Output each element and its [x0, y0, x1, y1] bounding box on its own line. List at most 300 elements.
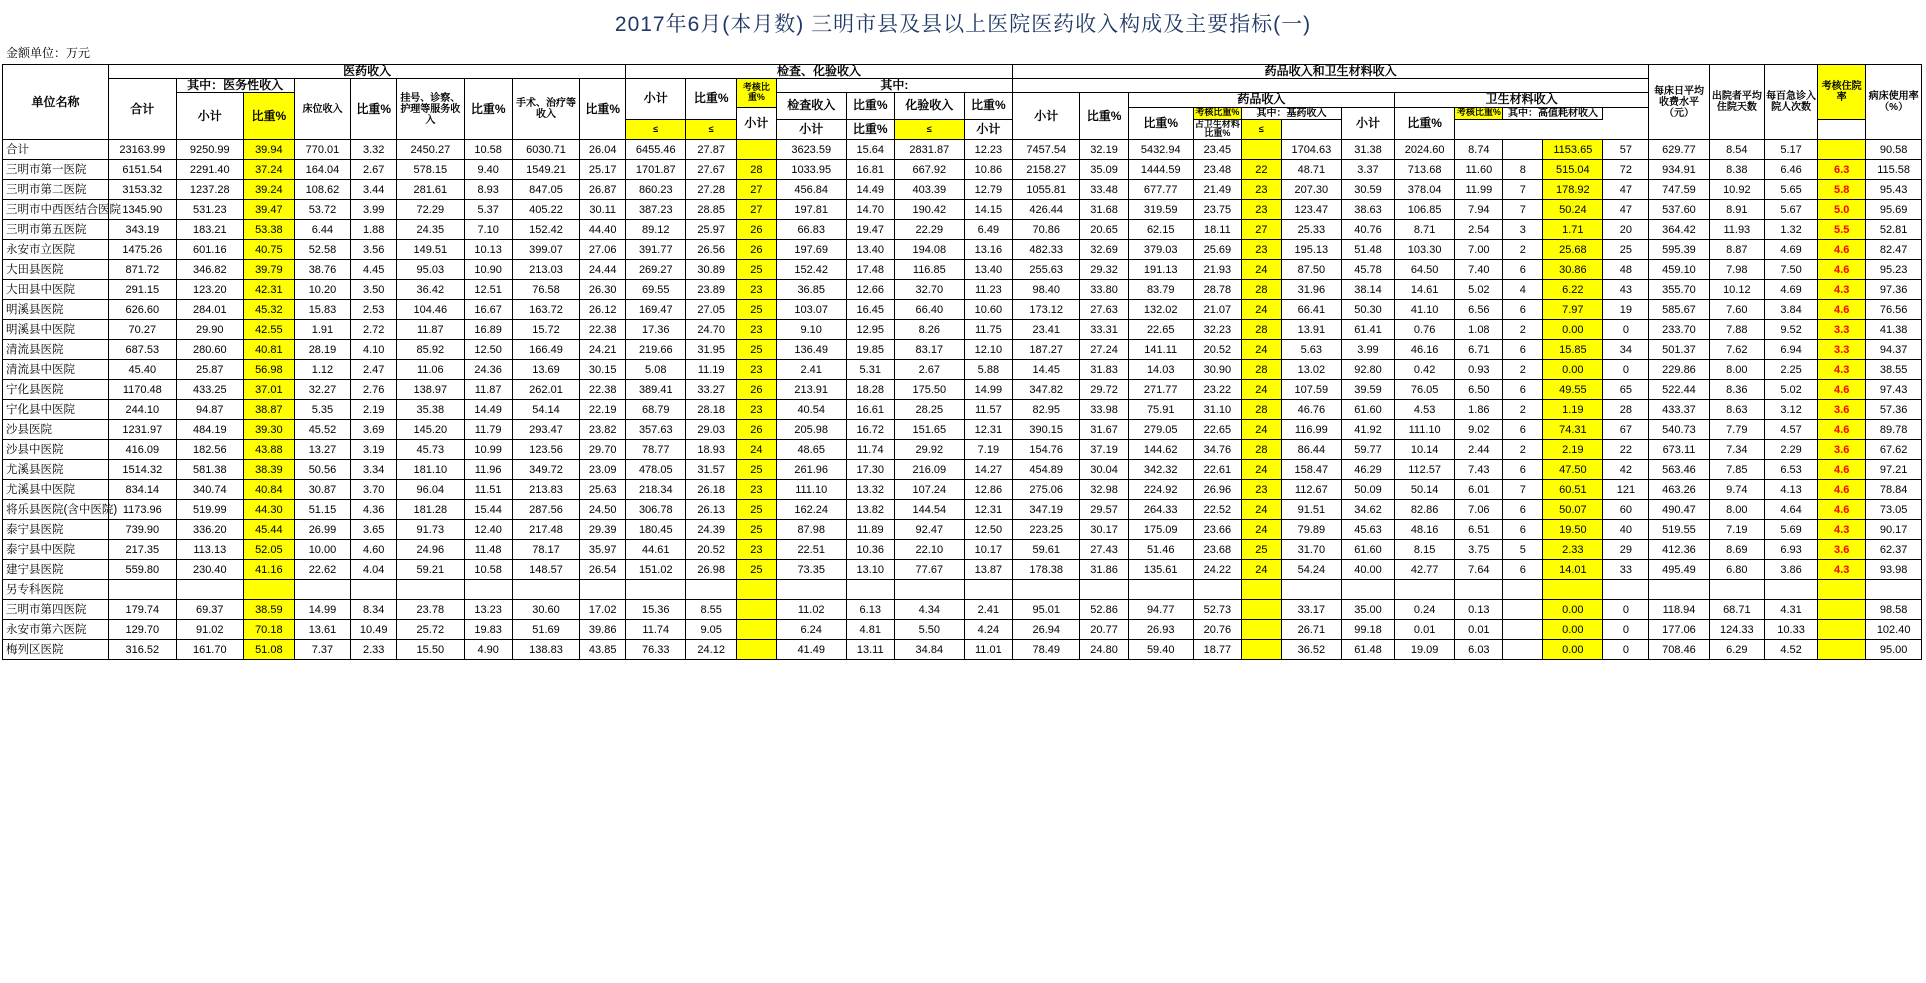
th-drug-material-sub	[1012, 79, 1648, 93]
cell-r22-c13	[846, 580, 894, 600]
cell-r20-c30: 6.93	[1765, 540, 1818, 560]
cell-r8-c18: 132.02	[1128, 300, 1193, 320]
cell-r17-c0: 834.14	[109, 480, 176, 500]
cell-r14-c28: 540.73	[1649, 420, 1709, 440]
cell-r9-c17: 33.31	[1080, 320, 1128, 340]
cell-r18-c1: 519.99	[176, 500, 243, 520]
cell-r10-c13: 19.85	[846, 340, 894, 360]
cell-r16-c15: 14.27	[964, 460, 1012, 480]
cell-r12-c23: 76.05	[1395, 380, 1455, 400]
cell-r10-c19: 20.52	[1193, 340, 1241, 360]
cell-r15-c2: 43.88	[244, 440, 295, 460]
cell-r20-c3: 10.00	[294, 540, 351, 560]
cell-r17-c32: 78.84	[1866, 480, 1922, 500]
cell-r10-c21: 5.63	[1281, 340, 1341, 360]
cell-r2-c27: 47	[1603, 180, 1649, 200]
cell-r22-c3	[294, 580, 351, 600]
cell-r9-c10: 24.70	[686, 320, 737, 340]
cell-r4-c29: 11.93	[1709, 220, 1764, 240]
cell-r25-c31	[1818, 640, 1866, 660]
cell-r21-c26: 14.01	[1543, 560, 1603, 580]
cell-r21-c23: 42.77	[1395, 560, 1455, 580]
cell-r16-c31: 4.6	[1818, 460, 1866, 480]
cell-r1-c14: 667.92	[894, 160, 964, 180]
cell-r16-c14: 216.09	[894, 460, 964, 480]
cell-r12-c10: 33.27	[686, 380, 737, 400]
cell-r13-c21: 46.76	[1281, 400, 1341, 420]
cell-r22-c31	[1818, 580, 1866, 600]
cell-r2-c9: 860.23	[626, 180, 686, 200]
cell-r11-c9: 5.08	[626, 360, 686, 380]
cell-r4-c0: 343.19	[109, 220, 176, 240]
cell-r25-c13: 13.11	[846, 640, 894, 660]
cell-r17-c8: 25.63	[580, 480, 626, 500]
cell-r2-c15: 12.79	[964, 180, 1012, 200]
cell-r23-c17: 52.86	[1080, 600, 1128, 620]
cell-r0-c0: 23163.99	[109, 140, 176, 160]
cell-r18-c16: 347.19	[1012, 500, 1079, 520]
cell-r4-c3: 6.44	[294, 220, 351, 240]
cell-r21-c13: 13.10	[846, 560, 894, 580]
cell-r10-c2: 40.81	[244, 340, 295, 360]
cell-r18-c15: 12.31	[964, 500, 1012, 520]
cell-r21-c12: 73.35	[776, 560, 846, 580]
cell-r5-c8: 27.06	[580, 240, 626, 260]
th-exam-ratio: 比重%	[686, 79, 737, 119]
cell-r19-c12: 87.98	[776, 520, 846, 540]
cell-r6-c4: 4.45	[351, 260, 397, 280]
cell-r13-c17: 33.98	[1080, 400, 1128, 420]
cell-r22-c2	[244, 580, 295, 600]
cell-r10-c7: 166.49	[512, 340, 579, 360]
cell-r1-c23: 713.68	[1395, 160, 1455, 180]
cell-r10-c22: 3.99	[1341, 340, 1394, 360]
th-material-subtotal: 小计	[1341, 107, 1394, 140]
cell-r21-c14: 77.67	[894, 560, 964, 580]
cell-r19-c22: 45.63	[1341, 520, 1394, 540]
cell-r9-c23: 0.76	[1395, 320, 1455, 340]
cell-r24-c3: 13.61	[294, 620, 351, 640]
cell-r10-c11: 25	[737, 340, 777, 360]
cell-r7-c32: 97.36	[1866, 280, 1922, 300]
th-dm-ratio: 比重%	[1080, 93, 1128, 140]
cell-r1-c18: 1444.59	[1128, 160, 1193, 180]
cell-r1-c26: 515.04	[1543, 160, 1603, 180]
cell-r16-c24: 7.43	[1455, 460, 1503, 480]
cell-r25-c2: 51.08	[244, 640, 295, 660]
cell-r18-c0: 1173.96	[109, 500, 176, 520]
cell-r1-c25: 8	[1503, 160, 1543, 180]
cell-r7-c16: 98.40	[1012, 280, 1079, 300]
cell-r11-c28: 229.86	[1649, 360, 1709, 380]
cell-r14-c8: 23.82	[580, 420, 626, 440]
cell-r1-c24: 11.60	[1455, 160, 1503, 180]
cell-r1-c19: 23.48	[1193, 160, 1241, 180]
cell-r10-c32: 94.37	[1866, 340, 1922, 360]
row-unit-name: 泰宁县中医院	[3, 540, 109, 560]
th-drug-ratio: 比重%	[1128, 107, 1193, 140]
cell-r8-c29: 7.60	[1709, 300, 1764, 320]
cell-r17-c27: 121	[1603, 480, 1649, 500]
cell-r16-c3: 50.56	[294, 460, 351, 480]
cell-r20-c12: 22.51	[776, 540, 846, 560]
cell-r10-c26: 15.85	[1543, 340, 1603, 360]
cell-r5-c24: 7.00	[1455, 240, 1503, 260]
cell-r2-c2: 39.24	[244, 180, 295, 200]
cell-r13-c10: 28.18	[686, 400, 737, 420]
cell-r23-c15: 2.41	[964, 600, 1012, 620]
cell-r13-c13: 16.61	[846, 400, 894, 420]
th-basic-drug-ratio: 比重%	[846, 119, 894, 140]
th-drug-subtotal: 小计	[737, 107, 777, 140]
th-surgery-ratio: 比重%	[580, 79, 626, 140]
cell-r11-c2: 56.98	[244, 360, 295, 380]
cell-r0-c28: 629.77	[1649, 140, 1709, 160]
cell-r9-c5: 11.87	[397, 320, 464, 340]
cell-r24-c32: 102.40	[1866, 620, 1922, 640]
cell-r20-c22: 61.60	[1341, 540, 1394, 560]
cell-r21-c3: 22.62	[294, 560, 351, 580]
cell-r2-c18: 677.77	[1128, 180, 1193, 200]
cell-r18-c8: 24.50	[580, 500, 626, 520]
cell-r23-c19: 52.73	[1193, 600, 1241, 620]
table-row	[3, 380, 1922, 400]
cell-r0-c29: 8.54	[1709, 140, 1764, 160]
cell-r25-c30: 4.52	[1765, 640, 1818, 660]
cell-r3-c23: 106.85	[1395, 200, 1455, 220]
row-unit-name: 建宁县医院	[3, 560, 109, 580]
table-row	[3, 260, 1922, 280]
table-row	[3, 500, 1922, 520]
cell-r9-c2: 42.55	[244, 320, 295, 340]
th-basic-drug-subtotal: 小计	[776, 119, 846, 140]
cell-r5-c21: 195.13	[1281, 240, 1341, 260]
cell-r3-c9: 387.23	[626, 200, 686, 220]
cell-r17-c15: 12.86	[964, 480, 1012, 500]
cell-r14-c11: 26	[737, 420, 777, 440]
cell-r6-c31: 4.6	[1818, 260, 1866, 280]
cell-r22-c0	[109, 580, 176, 600]
cell-r20-c21: 31.70	[1281, 540, 1341, 560]
cell-r23-c3: 14.99	[294, 600, 351, 620]
cell-r3-c6: 5.37	[464, 200, 512, 220]
cell-r17-c11: 23	[737, 480, 777, 500]
row-unit-name: 大田县医院	[3, 260, 109, 280]
cell-r1-c9: 1701.87	[626, 160, 686, 180]
cell-r3-c28: 537.60	[1649, 200, 1709, 220]
cell-r12-c28: 522.44	[1649, 380, 1709, 400]
cell-r6-c7: 213.03	[512, 260, 579, 280]
cell-r7-c17: 33.80	[1080, 280, 1128, 300]
cell-r13-c5: 35.38	[397, 400, 464, 420]
cell-r10-c16: 187.27	[1012, 340, 1079, 360]
cell-r10-c5: 85.92	[397, 340, 464, 360]
cell-r12-c32: 97.43	[1866, 380, 1922, 400]
th-unit-name: 单位名称	[3, 65, 109, 140]
cell-r7-c2: 42.31	[244, 280, 295, 300]
cell-r20-c1: 113.13	[176, 540, 243, 560]
cell-r23-c24: 0.13	[1455, 600, 1503, 620]
cell-r9-c11: 23	[737, 320, 777, 340]
cell-r20-c2: 52.05	[244, 540, 295, 560]
cell-r6-c24: 7.40	[1455, 260, 1503, 280]
cell-r1-c11: 28	[737, 160, 777, 180]
cell-r21-c20: 24	[1241, 560, 1281, 580]
cell-r17-c20: 23	[1241, 480, 1281, 500]
cell-r16-c7: 349.72	[512, 460, 579, 480]
cell-r14-c2: 39.30	[244, 420, 295, 440]
cell-r25-c0: 316.52	[109, 640, 176, 660]
cell-r14-c21: 116.99	[1281, 420, 1341, 440]
table-row	[3, 600, 1922, 620]
cell-r11-c11: 23	[737, 360, 777, 380]
th-exam-assess-le: ≤	[626, 119, 686, 140]
cell-r15-c26: 2.19	[1543, 440, 1603, 460]
cell-r10-c23: 46.16	[1395, 340, 1455, 360]
cell-r3-c30: 5.67	[1765, 200, 1818, 220]
cell-r17-c19: 26.96	[1193, 480, 1241, 500]
cell-r8-c21: 66.41	[1281, 300, 1341, 320]
cell-r17-c13: 13.32	[846, 480, 894, 500]
cell-r12-c5: 138.97	[397, 380, 464, 400]
cell-r17-c18: 224.92	[1128, 480, 1193, 500]
cell-r11-c21: 13.02	[1281, 360, 1341, 380]
cell-r0-c8: 26.04	[580, 140, 626, 160]
cell-r19-c21: 79.89	[1281, 520, 1341, 540]
cell-r20-c26: 2.33	[1543, 540, 1603, 560]
th-assess-hosp-rate: 考核住院率	[1818, 65, 1866, 120]
cell-r11-c10: 11.19	[686, 360, 737, 380]
th-exam-test-group: 检查、化验收入	[626, 65, 1013, 79]
cell-r9-c8: 22.38	[580, 320, 626, 340]
cell-r18-c31: 4.6	[1818, 500, 1866, 520]
cell-r11-c25: 2	[1503, 360, 1543, 380]
cell-r5-c19: 25.69	[1193, 240, 1241, 260]
cell-r1-c10: 27.67	[686, 160, 737, 180]
cell-r16-c1: 581.38	[176, 460, 243, 480]
cell-r7-c23: 14.61	[1395, 280, 1455, 300]
cell-r24-c9: 11.74	[626, 620, 686, 640]
cell-r0-c19: 23.45	[1193, 140, 1241, 160]
cell-r6-c16: 255.63	[1012, 260, 1079, 280]
cell-r2-c12: 456.84	[776, 180, 846, 200]
cell-r4-c1: 183.21	[176, 220, 243, 240]
cell-r14-c9: 357.63	[626, 420, 686, 440]
cell-r20-c15: 10.17	[964, 540, 1012, 560]
cell-r23-c12: 11.02	[776, 600, 846, 620]
cell-r19-c16: 223.25	[1012, 520, 1079, 540]
cell-r10-c28: 501.37	[1649, 340, 1709, 360]
cell-r16-c4: 3.34	[351, 460, 397, 480]
cell-r1-c20: 22	[1241, 160, 1281, 180]
cell-r12-c1: 433.25	[176, 380, 243, 400]
cell-r11-c0: 45.40	[109, 360, 176, 380]
row-unit-name: 清流县中医院	[3, 360, 109, 380]
cell-r16-c21: 158.47	[1281, 460, 1341, 480]
cell-r19-c27: 40	[1603, 520, 1649, 540]
cell-r15-c32: 67.62	[1866, 440, 1922, 460]
cell-r17-c6: 11.51	[464, 480, 512, 500]
cell-r9-c1: 29.90	[176, 320, 243, 340]
cell-r0-c23: 2024.60	[1395, 140, 1455, 160]
cell-r24-c11	[737, 620, 777, 640]
cell-r3-c22: 38.63	[1341, 200, 1394, 220]
cell-r13-c1: 94.87	[176, 400, 243, 420]
cell-r1-c12: 1033.95	[776, 160, 846, 180]
cell-r16-c2: 38.39	[244, 460, 295, 480]
cell-r19-c5: 91.73	[397, 520, 464, 540]
cell-r17-c22: 50.09	[1341, 480, 1394, 500]
cell-r8-c0: 626.60	[109, 300, 176, 320]
cell-r9-c28: 233.70	[1649, 320, 1709, 340]
cell-r3-c27: 47	[1603, 200, 1649, 220]
table-row	[3, 420, 1922, 440]
cell-r21-c31: 4.3	[1818, 560, 1866, 580]
cell-r2-c11: 27	[737, 180, 777, 200]
cell-r3-c8: 30.11	[580, 200, 626, 220]
cell-r18-c32: 73.05	[1866, 500, 1922, 520]
table-row	[3, 200, 1922, 220]
cell-r14-c25: 6	[1503, 420, 1543, 440]
table-row	[3, 460, 1922, 480]
cell-r9-c12: 9.10	[776, 320, 846, 340]
cell-r9-c25: 2	[1503, 320, 1543, 340]
cell-r22-c23	[1395, 580, 1455, 600]
cell-r18-c24: 7.06	[1455, 500, 1503, 520]
cell-r3-c11: 27	[737, 200, 777, 220]
cell-r22-c18	[1128, 580, 1193, 600]
cell-r22-c6	[464, 580, 512, 600]
cell-r9-c19: 32.23	[1193, 320, 1241, 340]
cell-r21-c25: 6	[1503, 560, 1543, 580]
cell-r20-c28: 412.36	[1649, 540, 1709, 560]
cell-r22-c9	[626, 580, 686, 600]
cell-r6-c6: 10.90	[464, 260, 512, 280]
table-row	[3, 220, 1922, 240]
cell-r23-c27: 0	[1603, 600, 1649, 620]
cell-r19-c29: 7.19	[1709, 520, 1764, 540]
cell-r6-c2: 39.79	[244, 260, 295, 280]
cell-r17-c3: 30.87	[294, 480, 351, 500]
cell-r17-c17: 32.98	[1080, 480, 1128, 500]
cell-r8-c17: 27.63	[1080, 300, 1128, 320]
cell-r2-c29: 10.92	[1709, 180, 1764, 200]
cell-r24-c0: 129.70	[109, 620, 176, 640]
cell-r4-c13: 19.47	[846, 220, 894, 240]
cell-r7-c22: 38.14	[1341, 280, 1394, 300]
cell-r2-c22: 30.59	[1341, 180, 1394, 200]
row-unit-name: 宁化县医院	[3, 380, 109, 400]
cell-r23-c31	[1818, 600, 1866, 620]
cell-r5-c11: 26	[737, 240, 777, 260]
cell-r12-c20: 24	[1241, 380, 1281, 400]
cell-r4-c31: 5.5	[1818, 220, 1866, 240]
cell-r15-c29: 7.34	[1709, 440, 1764, 460]
cell-r14-c0: 1231.97	[109, 420, 176, 440]
cell-r22-c22	[1341, 580, 1394, 600]
cell-r4-c5: 24.35	[397, 220, 464, 240]
cell-r24-c23: 0.01	[1395, 620, 1455, 640]
cell-r0-c20	[1241, 140, 1281, 160]
cell-r6-c19: 21.93	[1193, 260, 1241, 280]
cell-r5-c26: 25.68	[1543, 240, 1603, 260]
cell-r12-c14: 175.50	[894, 380, 964, 400]
cell-r21-c18: 135.61	[1128, 560, 1193, 580]
cell-r2-c7: 847.05	[512, 180, 579, 200]
cell-r20-c32: 62.37	[1866, 540, 1922, 560]
cell-r5-c29: 8.87	[1709, 240, 1764, 260]
cell-r3-c21: 123.47	[1281, 200, 1341, 220]
cell-r22-c28	[1649, 580, 1709, 600]
cell-r23-c11	[737, 600, 777, 620]
cell-r10-c25: 6	[1503, 340, 1543, 360]
cell-r22-c25	[1503, 580, 1543, 600]
cell-r21-c15: 13.87	[964, 560, 1012, 580]
cell-r9-c16: 23.41	[1012, 320, 1079, 340]
cell-r0-c26: 1153.65	[1543, 140, 1603, 160]
cell-r15-c4: 3.19	[351, 440, 397, 460]
cell-r20-c13: 10.36	[846, 540, 894, 560]
cell-r24-c13: 4.81	[846, 620, 894, 640]
cell-r7-c9: 69.55	[626, 280, 686, 300]
cell-r20-c5: 24.96	[397, 540, 464, 560]
cell-r11-c5: 11.06	[397, 360, 464, 380]
cell-r0-c6: 10.58	[464, 140, 512, 160]
cell-r5-c9: 391.77	[626, 240, 686, 260]
cell-r4-c11: 26	[737, 220, 777, 240]
cell-r15-c11: 24	[737, 440, 777, 460]
cell-r13-c27: 28	[1603, 400, 1649, 420]
cell-r10-c27: 34	[1603, 340, 1649, 360]
cell-r11-c31: 4.3	[1818, 360, 1866, 380]
cell-r25-c8: 43.85	[580, 640, 626, 660]
cell-r7-c14: 32.70	[894, 280, 964, 300]
cell-r22-c8	[580, 580, 626, 600]
cell-r7-c13: 12.66	[846, 280, 894, 300]
cell-r23-c2: 38.59	[244, 600, 295, 620]
cell-r11-c12: 2.41	[776, 360, 846, 380]
cell-r6-c29: 7.98	[1709, 260, 1764, 280]
cell-r12-c4: 2.76	[351, 380, 397, 400]
row-unit-name: 明溪县医院	[3, 300, 109, 320]
cell-r5-c17: 32.69	[1080, 240, 1128, 260]
cell-r12-c31: 4.6	[1818, 380, 1866, 400]
cell-r11-c4: 2.47	[351, 360, 397, 380]
cell-r7-c29: 10.12	[1709, 280, 1764, 300]
cell-r17-c1: 340.74	[176, 480, 243, 500]
row-unit-name: 将乐县医院(含中医院)	[3, 500, 109, 520]
th-bed-income-ratio: 比重%	[351, 79, 397, 140]
cell-r6-c27: 48	[1603, 260, 1649, 280]
th-dm-subtotal: 小计	[1012, 93, 1079, 140]
cell-r25-c1: 161.70	[176, 640, 243, 660]
cell-r1-c1: 2291.40	[176, 160, 243, 180]
cell-r13-c0: 244.10	[109, 400, 176, 420]
table-row	[3, 240, 1922, 260]
cell-r14-c19: 22.65	[1193, 420, 1241, 440]
th-high-value-subtotal: 小计	[964, 119, 1012, 140]
cell-r19-c6: 12.40	[464, 520, 512, 540]
cell-r16-c11: 25	[737, 460, 777, 480]
cell-r7-c5: 36.42	[397, 280, 464, 300]
cell-r23-c23: 0.24	[1395, 600, 1455, 620]
table-row	[3, 180, 1922, 200]
cell-r4-c28: 364.42	[1649, 220, 1709, 240]
cell-r24-c28: 177.06	[1649, 620, 1709, 640]
row-unit-name: 清流县医院	[3, 340, 109, 360]
cell-r13-c8: 22.19	[580, 400, 626, 420]
cell-r4-c9: 89.12	[626, 220, 686, 240]
